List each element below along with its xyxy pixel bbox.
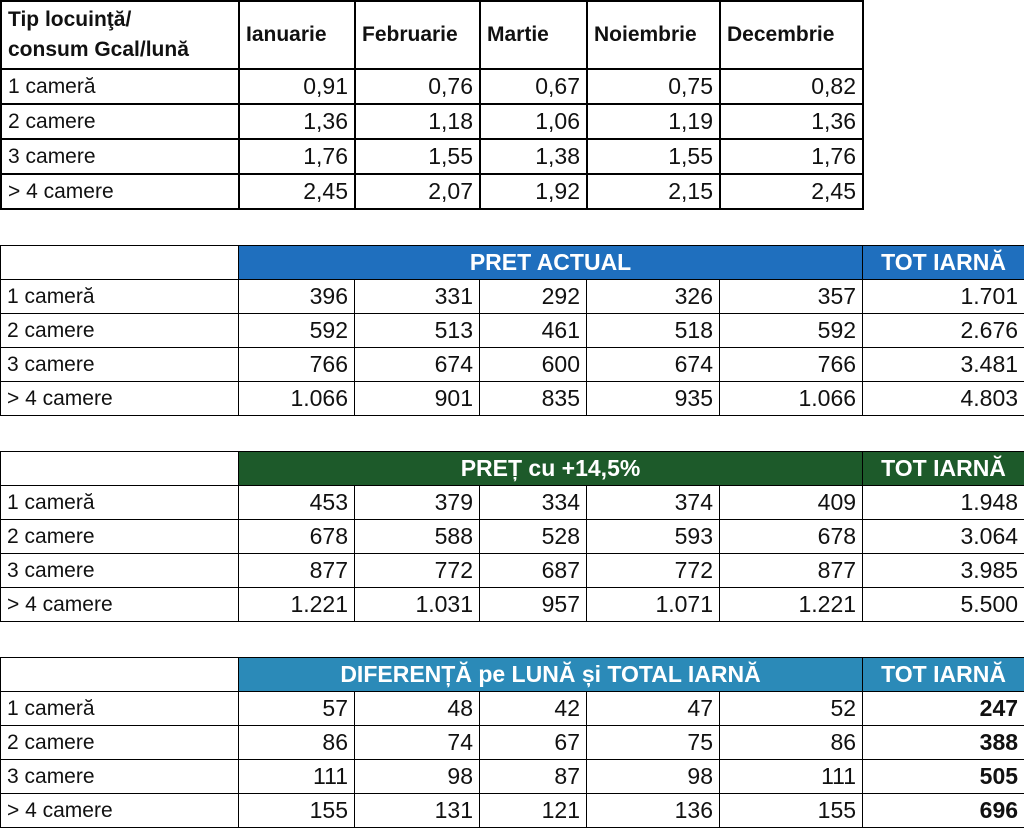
value-cell: 98 (587, 760, 720, 794)
month-header: Noiembrie (587, 1, 720, 69)
value-cell: 1,38 (480, 139, 587, 174)
table-row (1, 554, 1024, 588)
total-cell: 505 (863, 760, 1024, 794)
value-cell: 678 (239, 520, 355, 554)
value-cell: 47 (587, 692, 720, 726)
value-cell: 74 (355, 726, 480, 760)
row-label: 1 cameră (1, 692, 239, 726)
total-cell: 388 (863, 726, 1024, 760)
value-cell: 75 (587, 726, 720, 760)
total-cell: 2.676 (863, 314, 1024, 348)
value-cell: 1,76 (720, 139, 863, 174)
table-row (1, 794, 1024, 828)
row-label: > 4 camere (1, 794, 239, 828)
value-cell: 2,15 (587, 174, 720, 209)
value-cell: 1.031 (355, 588, 480, 622)
row-label: 1 cameră (1, 69, 239, 104)
value-cell: 513 (355, 314, 480, 348)
consum-type-header-line2: consum Gcal/lună (8, 38, 189, 61)
total-cell: 3.064 (863, 520, 1024, 554)
value-cell: 453 (239, 486, 355, 520)
tot-iarna-header: TOT IARNĂ (863, 658, 1024, 692)
month-header: Februarie (355, 1, 480, 69)
table-row (1, 486, 1024, 520)
row-label: 1 cameră (1, 280, 239, 314)
value-cell: 835 (480, 382, 587, 416)
value-cell: 0,75 (587, 69, 720, 104)
value-cell: 334 (480, 486, 587, 520)
value-cell: 111 (720, 760, 863, 794)
pret-nou-title: PREȚ cu +14,5% (239, 452, 863, 486)
value-cell: 155 (239, 794, 355, 828)
value-cell: 331 (355, 280, 480, 314)
row-label: 2 camere (1, 104, 239, 139)
total-cell: 247 (863, 692, 1024, 726)
value-cell: 592 (720, 314, 863, 348)
value-cell: 766 (239, 348, 355, 382)
tot-iarna-header: TOT IARNĂ (863, 452, 1024, 486)
value-cell: 2,07 (355, 174, 480, 209)
consum-table (0, 0, 864, 210)
total-cell: 1.701 (863, 280, 1024, 314)
value-cell: 57 (239, 692, 355, 726)
pret-actual-table (0, 245, 1024, 416)
value-cell: 593 (587, 520, 720, 554)
total-cell: 5.500 (863, 588, 1024, 622)
value-cell: 1,36 (239, 104, 355, 139)
value-cell: 1,18 (355, 104, 480, 139)
row-label: 2 camere (1, 726, 239, 760)
value-cell: 357 (720, 280, 863, 314)
row-label: > 4 camere (1, 588, 239, 622)
value-cell: 409 (720, 486, 863, 520)
value-cell: 1,19 (587, 104, 720, 139)
pret-nou-table (0, 451, 1024, 622)
value-cell: 0,67 (480, 69, 587, 104)
value-cell: 67 (480, 726, 587, 760)
month-header: Decembrie (720, 1, 863, 69)
month-header: Ianuarie (239, 1, 355, 69)
pret-actual-title: PRET ACTUAL (239, 246, 863, 280)
table-row (1, 280, 1024, 314)
value-cell: 374 (587, 486, 720, 520)
value-cell: 1,55 (355, 139, 480, 174)
table-row (1, 692, 1024, 726)
value-cell: 678 (720, 520, 863, 554)
table-row (1, 104, 863, 139)
row-label: 3 camere (1, 760, 239, 794)
total-cell: 696 (863, 794, 1024, 828)
value-cell: 111 (239, 760, 355, 794)
month-header: Martie (480, 1, 587, 69)
diferenta-title: DIFERENȚĂ pe LUNĂ și TOTAL IARNĂ (239, 658, 863, 692)
table-row (1, 760, 1024, 794)
table-row (1, 382, 1024, 416)
value-cell: 600 (480, 348, 587, 382)
row-label: 3 camere (1, 348, 239, 382)
value-cell: 48 (355, 692, 480, 726)
band-blank-cell (1, 658, 239, 692)
value-cell: 52 (720, 692, 863, 726)
value-cell: 1.221 (720, 588, 863, 622)
value-cell: 528 (480, 520, 587, 554)
table-row (1, 69, 863, 104)
row-label: > 4 camere (1, 382, 239, 416)
value-cell: 674 (355, 348, 480, 382)
band-blank-cell (1, 246, 239, 280)
consum-type-header-line1: Tip locuinţă/ (8, 8, 132, 31)
value-cell: 0,76 (355, 69, 480, 104)
value-cell: 1.066 (720, 382, 863, 416)
value-cell: 379 (355, 486, 480, 520)
value-cell: 1.071 (587, 588, 720, 622)
value-cell: 2,45 (239, 174, 355, 209)
value-cell: 1.066 (239, 382, 355, 416)
value-cell: 935 (587, 382, 720, 416)
table-row (1, 588, 1024, 622)
value-cell: 957 (480, 588, 587, 622)
value-cell: 0,82 (720, 69, 863, 104)
total-cell: 1.948 (863, 486, 1024, 520)
table-row (1, 139, 863, 174)
value-cell: 87 (480, 760, 587, 794)
row-label: 3 camere (1, 139, 239, 174)
value-cell: 1,06 (480, 104, 587, 139)
value-cell: 772 (355, 554, 480, 588)
value-cell: 518 (587, 314, 720, 348)
value-cell: 0,91 (239, 69, 355, 104)
row-label: > 4 camere (1, 174, 239, 209)
table-row (1, 314, 1024, 348)
row-label: 1 cameră (1, 486, 239, 520)
pret-nou-band (1, 452, 1024, 486)
value-cell: 396 (239, 280, 355, 314)
value-cell: 588 (355, 520, 480, 554)
table-row (1, 726, 1024, 760)
value-cell: 766 (720, 348, 863, 382)
value-cell: 1.221 (239, 588, 355, 622)
tot-iarna-header: TOT IARNĂ (863, 246, 1024, 280)
value-cell: 2,45 (720, 174, 863, 209)
value-cell: 86 (720, 726, 863, 760)
value-cell: 136 (587, 794, 720, 828)
table-row (1, 520, 1024, 554)
pret-actual-band (1, 246, 1024, 280)
value-cell: 687 (480, 554, 587, 588)
value-cell: 772 (587, 554, 720, 588)
value-cell: 877 (720, 554, 863, 588)
value-cell: 131 (355, 794, 480, 828)
value-cell: 155 (720, 794, 863, 828)
table-row (1, 348, 1024, 382)
value-cell: 461 (480, 314, 587, 348)
value-cell: 877 (239, 554, 355, 588)
value-cell: 1,55 (587, 139, 720, 174)
row-label: 2 camere (1, 520, 239, 554)
value-cell: 98 (355, 760, 480, 794)
row-label: 2 camere (1, 314, 239, 348)
total-cell: 3.985 (863, 554, 1024, 588)
table-row (1, 174, 863, 209)
row-label: 3 camere (1, 554, 239, 588)
value-cell: 326 (587, 280, 720, 314)
value-cell: 1,92 (480, 174, 587, 209)
value-cell: 292 (480, 280, 587, 314)
value-cell: 592 (239, 314, 355, 348)
value-cell: 1,36 (720, 104, 863, 139)
diferenta-table (0, 657, 1024, 828)
value-cell: 674 (587, 348, 720, 382)
band-blank-cell (1, 452, 239, 486)
consum-header-row (1, 1, 863, 69)
value-cell: 1,76 (239, 139, 355, 174)
consum-type-header (1, 1, 239, 69)
value-cell: 901 (355, 382, 480, 416)
value-cell: 42 (480, 692, 587, 726)
value-cell: 121 (480, 794, 587, 828)
diferenta-band (1, 658, 1024, 692)
value-cell: 86 (239, 726, 355, 760)
total-cell: 4.803 (863, 382, 1024, 416)
total-cell: 3.481 (863, 348, 1024, 382)
